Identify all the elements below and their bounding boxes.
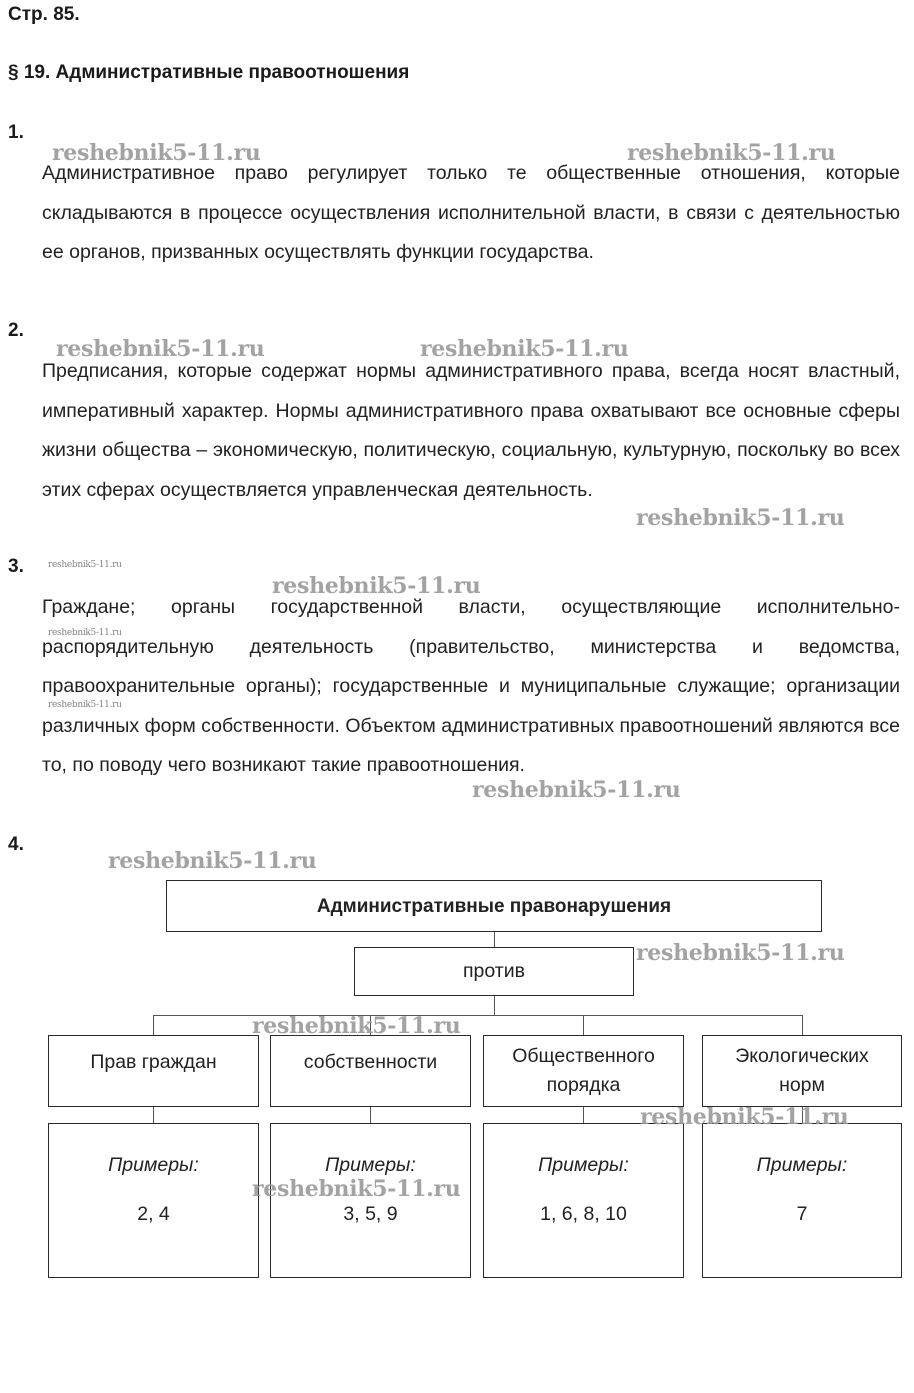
category-name: собственности [303, 1051, 438, 1073]
answer-2: Предписания, которые содержат нормы административного права, всегда носят властный, императивный характер. Нормы административного права охватывают все основные сферы жизни общества – экономическую, политическую, социальную, культурную, поскольку во всех этих сферах осуществляется управленческая деятельность. [42, 360, 900, 501]
section-title: § 19. Административные правоотношения [8, 62, 410, 83]
connector-line [494, 932, 495, 948]
connector-line [802, 1107, 803, 1123]
connector-line [583, 1015, 584, 1035]
question-number-2: 2. [8, 320, 24, 341]
category-box [48, 1035, 259, 1107]
watermark: reshebnik5-11.ru [252, 1176, 461, 1202]
connector-line [370, 1107, 371, 1123]
examples-values: 2, 4 [137, 1203, 170, 1225]
watermark: reshebnik5-11.ru [636, 505, 845, 531]
examples-label: Примеры: [108, 1154, 199, 1176]
watermark: reshebnik5-11.ru [108, 848, 317, 874]
watermark: reshebnik5-11.ru [48, 700, 122, 710]
examples-box [483, 1123, 684, 1278]
diagram-title: Административные правонарушения [316, 895, 672, 917]
examples-label: Примеры: [538, 1154, 629, 1176]
connector-line [370, 1015, 371, 1035]
watermark: reshebnik5-11.ru [472, 777, 681, 803]
watermark: reshebnik5-11.ru [420, 336, 629, 362]
watermark: reshebnik5-11.ru [252, 1013, 461, 1039]
examples-box [270, 1123, 471, 1278]
connector-line [494, 996, 495, 1015]
connector-line [802, 1015, 803, 1035]
question-number-4: 4. [8, 834, 24, 855]
watermark: reshebnik5-11.ru [640, 1104, 849, 1130]
connector-line [153, 1107, 154, 1123]
watermark: reshebnik5-11.ru [636, 940, 845, 966]
connector-line [153, 1015, 154, 1035]
against-label: против [462, 960, 525, 982]
watermark: reshebnik5-11.ru [52, 140, 261, 166]
category-name: Экологических норм [735, 1045, 869, 1096]
examples-box [48, 1123, 259, 1278]
against-box [354, 947, 634, 996]
question-number-1: 1. [8, 122, 24, 143]
category-name: Прав граждан [90, 1051, 217, 1073]
category-name: Общественного порядка [512, 1045, 655, 1096]
watermark: reshebnik5-11.ru [48, 628, 122, 638]
answer-3: Граждане; органы государственной власти, осуществляющие исполнительно-распорядительную деятельность (правительство, министерства и ведомства, правоохранительные органы); государственные и муниципальные служащие; организации различных форм собственности. Объектом административных правоотношений являются все то, по поводу чего возникают такие правоотношения. [42, 596, 900, 776]
answer-1: Административное право регулирует только те общественные отношения, которые складываются в процессе осуществления исполнительной власти, в связи с деятельностью ее органов, призванных осуществлять функции государства. [42, 162, 900, 263]
branch-line [153, 1015, 802, 1016]
watermark: reshebnik5-11.ru [48, 560, 122, 570]
watermark: reshebnik5-11.ru [56, 336, 265, 362]
category-box [702, 1035, 902, 1107]
examples-label: Примеры: [325, 1154, 416, 1176]
page-label: Стр. 85. [8, 4, 80, 25]
examples-values: 7 [796, 1203, 808, 1225]
watermark: reshebnik5-11.ru [272, 573, 481, 599]
category-box [483, 1035, 684, 1107]
diagram-title-box [166, 880, 822, 932]
question-number-3: 3. [8, 556, 24, 577]
examples-values: 1, 6, 8, 10 [540, 1203, 627, 1225]
examples-values: 3, 5, 9 [343, 1203, 398, 1225]
examples-label: Примеры: [756, 1154, 848, 1176]
connector-line [583, 1107, 584, 1123]
examples-box [702, 1123, 902, 1278]
watermark: reshebnik5-11.ru [627, 140, 836, 166]
category-box [270, 1035, 471, 1107]
